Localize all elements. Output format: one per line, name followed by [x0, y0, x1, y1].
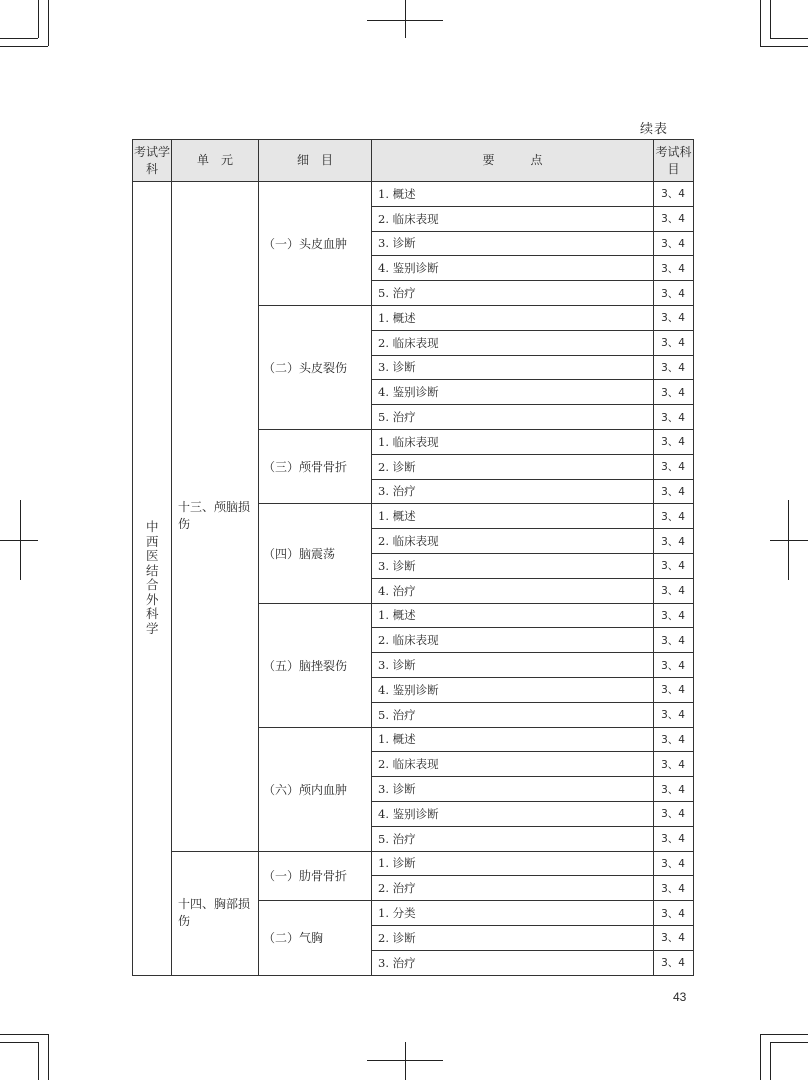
course-cell: 3、4 — [654, 826, 694, 851]
point-cell: 2. 临床表现 — [372, 330, 654, 355]
course-cell: 3、4 — [654, 429, 694, 454]
point-cell: 5. 治疗 — [372, 405, 654, 430]
point-cell: 5. 治疗 — [372, 702, 654, 727]
unit-cell: 十四、胸部损伤 — [172, 851, 259, 975]
table-body — [133, 182, 694, 976]
item-cell: （六）颅内血肿 — [259, 727, 372, 851]
point-cell: 1. 分类 — [372, 901, 654, 926]
course-cell: 3、4 — [654, 727, 694, 752]
item-cell: （一）肋骨骨折 — [259, 851, 372, 901]
point-cell: 2. 临床表现 — [372, 628, 654, 653]
course-cell: 3、4 — [654, 628, 694, 653]
point-cell: 1. 概述 — [372, 504, 654, 529]
table-header-row — [133, 140, 694, 182]
point-cell: 2. 诊断 — [372, 925, 654, 950]
point-cell: 3. 诊断 — [372, 777, 654, 802]
point-cell: 4. 鉴别诊断 — [372, 256, 654, 281]
point-cell: 3. 治疗 — [372, 950, 654, 975]
point-cell: 1. 临床表现 — [372, 429, 654, 454]
item-cell: （二）头皮裂伤 — [259, 305, 372, 429]
point-cell: 5. 治疗 — [372, 281, 654, 306]
point-cell: 2. 临床表现 — [372, 752, 654, 777]
point-cell: 4. 鉴别诊断 — [372, 677, 654, 702]
course-cell: 3、4 — [654, 504, 694, 529]
course-cell: 3、4 — [654, 777, 694, 802]
course-cell: 3、4 — [654, 256, 694, 281]
point-cell: 2. 临床表现 — [372, 529, 654, 554]
item-cell: （四）脑震荡 — [259, 504, 372, 603]
table-row — [133, 182, 694, 207]
point-cell: 4. 鉴别诊断 — [372, 380, 654, 405]
course-cell: 3、4 — [654, 851, 694, 876]
point-cell: 3. 诊断 — [372, 355, 654, 380]
course-cell: 3、4 — [654, 677, 694, 702]
item-cell: （三）颅骨骨折 — [259, 429, 372, 503]
item-cell: （二）气胸 — [259, 901, 372, 975]
course-cell: 3、4 — [654, 901, 694, 926]
course-cell: 3、4 — [654, 950, 694, 975]
unit-cell: 十三、颅脑损伤 — [172, 182, 259, 852]
item-cell: （五）脑挫裂伤 — [259, 603, 372, 727]
header-item: 细 目 — [259, 140, 372, 182]
point-cell: 2. 诊断 — [372, 454, 654, 479]
header-subject: 考试学科 — [133, 140, 172, 182]
point-cell: 1. 概述 — [372, 603, 654, 628]
course-cell: 3、4 — [654, 355, 694, 380]
subject-name: 中西医结合外科学 — [146, 519, 159, 636]
course-cell: 3、4 — [654, 702, 694, 727]
course-cell: 3、4 — [654, 653, 694, 678]
header-course: 考试科目 — [654, 140, 694, 182]
course-cell: 3、4 — [654, 876, 694, 901]
table-row — [133, 851, 694, 876]
course-cell: 3、4 — [654, 925, 694, 950]
point-cell: 3. 治疗 — [372, 479, 654, 504]
point-cell: 3. 诊断 — [372, 231, 654, 256]
page-number: 43 — [673, 990, 687, 1004]
course-cell: 3、4 — [654, 454, 694, 479]
course-cell: 3、4 — [654, 529, 694, 554]
course-cell: 3、4 — [654, 553, 694, 578]
subject-cell — [133, 182, 172, 976]
course-cell: 3、4 — [654, 330, 694, 355]
continued-label: 续表 — [640, 122, 669, 137]
point-cell: 1. 概述 — [372, 182, 654, 207]
point-cell: 4. 治疗 — [372, 578, 654, 603]
point-cell: 1. 概述 — [372, 305, 654, 330]
course-cell: 3、4 — [654, 182, 694, 207]
course-cell: 3、4 — [654, 801, 694, 826]
course-cell: 3、4 — [654, 231, 694, 256]
course-cell: 3、4 — [654, 479, 694, 504]
course-cell: 3、4 — [654, 206, 694, 231]
course-cell: 3、4 — [654, 281, 694, 306]
point-cell: 3. 诊断 — [372, 553, 654, 578]
point-cell: 1. 概述 — [372, 727, 654, 752]
point-cell: 3. 诊断 — [372, 653, 654, 678]
header-points: 要 点 — [372, 140, 654, 182]
syllabus-table — [132, 139, 694, 976]
point-cell: 5. 治疗 — [372, 826, 654, 851]
course-cell: 3、4 — [654, 578, 694, 603]
point-cell: 1. 诊断 — [372, 851, 654, 876]
course-cell: 3、4 — [654, 752, 694, 777]
item-cell: （一）头皮血肿 — [259, 182, 372, 306]
course-cell: 3、4 — [654, 405, 694, 430]
course-cell: 3、4 — [654, 380, 694, 405]
course-cell: 3、4 — [654, 305, 694, 330]
point-cell: 2. 治疗 — [372, 876, 654, 901]
point-cell: 2. 临床表现 — [372, 206, 654, 231]
course-cell: 3、4 — [654, 603, 694, 628]
header-unit: 单 元 — [172, 140, 259, 182]
point-cell: 4. 鉴别诊断 — [372, 801, 654, 826]
